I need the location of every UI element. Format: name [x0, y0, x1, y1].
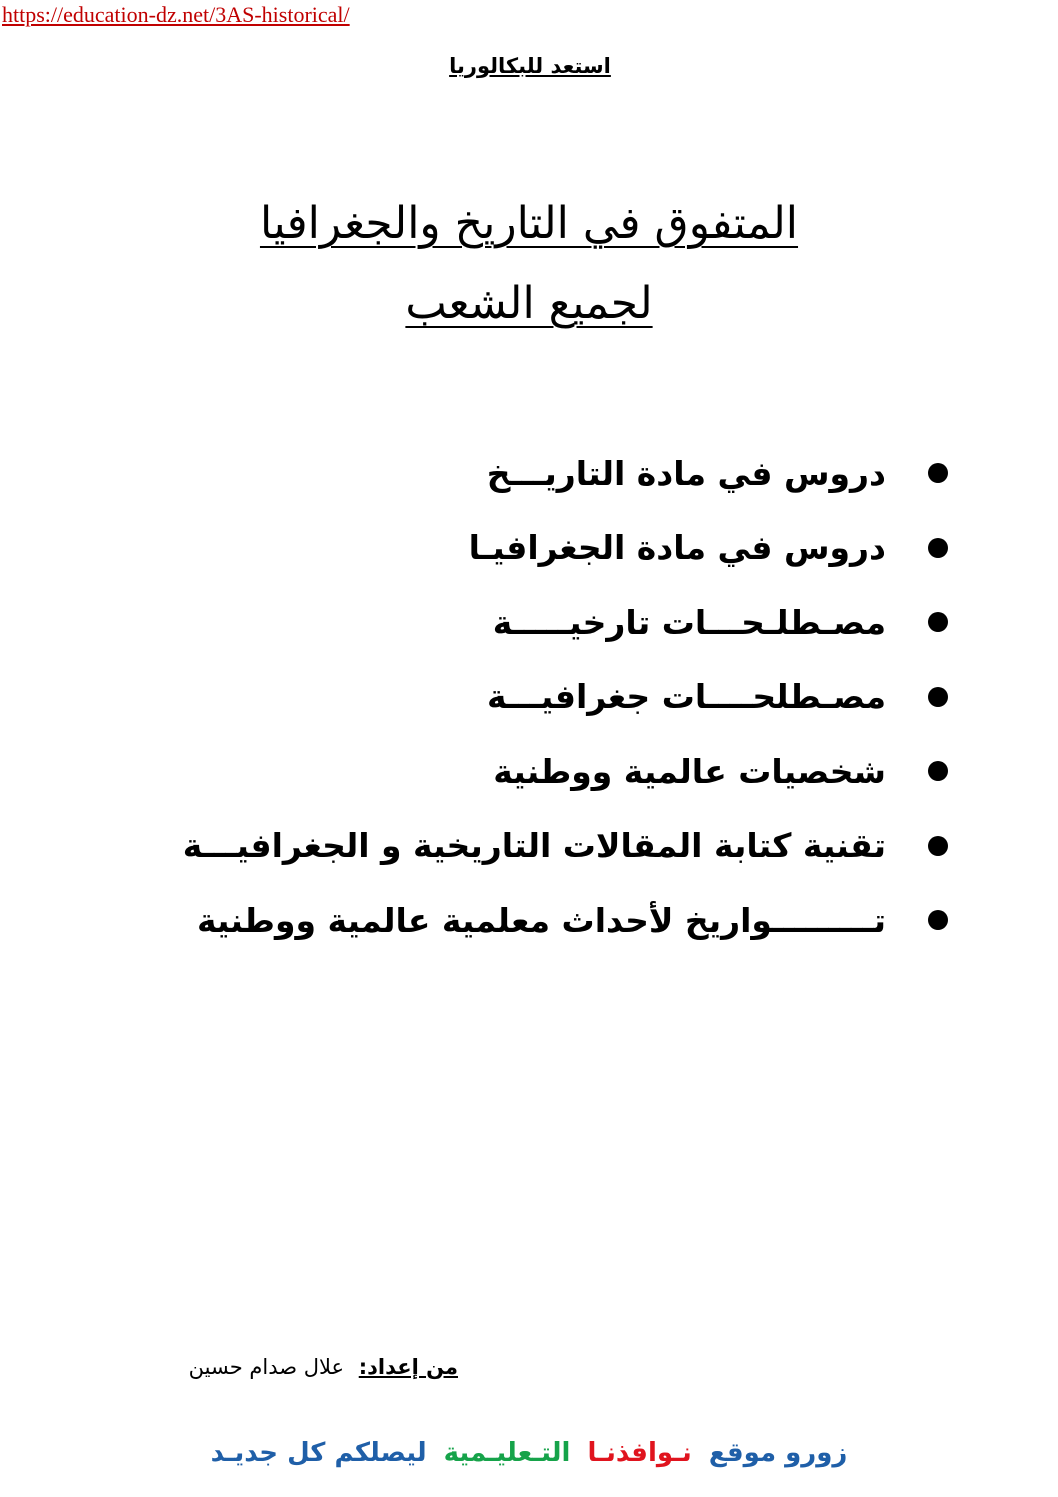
footer-part-1: زورو موقع [708, 1438, 848, 1468]
topic-label: مصـطلـحـــات تارخيـــــة [492, 602, 886, 642]
topic-item [183, 511, 948, 586]
topic-item [183, 660, 948, 735]
bullet-icon [928, 836, 948, 856]
document-title-line-1 [0, 198, 1058, 249]
topic-label: مصـطلحــــات جغرافيـــة [487, 677, 886, 717]
bullet-icon [928, 910, 948, 930]
source-url-link[interactable]: https://education-dz.net/3AS-historical/ [2, 2, 350, 27]
bullet-icon [928, 687, 948, 707]
topic-label: تـــــــــواريخ لأحداث معلمية عالمية ووطنية [196, 900, 886, 940]
author-name: علال صدام حسين [188, 1355, 345, 1379]
topic-label: شخصيات عالمية ووطنية [493, 751, 886, 791]
topic-item [183, 585, 948, 660]
document-title-text-2: لجميع الشعب [405, 278, 653, 329]
footer-part-2: نـوافذنـا [587, 1438, 692, 1468]
bullet-icon [928, 463, 948, 483]
topic-item [183, 883, 948, 958]
topics-list [183, 436, 948, 958]
topic-item [183, 436, 948, 511]
topic-label: دروس في مادة التاريـــخ [486, 453, 886, 493]
document-title-line-2 [0, 278, 1058, 329]
footer-promo [0, 1438, 1058, 1468]
topic-item [183, 734, 948, 809]
document-title-text-1: المتفوق في التاريخ والجغرافيا [259, 198, 799, 249]
author-label: من إعداد: [358, 1355, 458, 1379]
author-line [189, 1355, 458, 1379]
footer-part-3: التـعليـمية [443, 1438, 571, 1468]
topic-label: تقنية كتابة المقالات التاريخية و الجغرافيـــة [182, 826, 886, 866]
bullet-icon [928, 612, 948, 632]
bullet-icon [928, 761, 948, 781]
prep-heading: استعد للبكالوريا [449, 54, 611, 78]
topic-item [183, 809, 948, 884]
topic-label: دروس في مادة الجغرافيـا [468, 528, 886, 568]
footer-part-4: ليصلكم كل جديـد [210, 1438, 427, 1468]
bullet-icon [928, 538, 948, 558]
